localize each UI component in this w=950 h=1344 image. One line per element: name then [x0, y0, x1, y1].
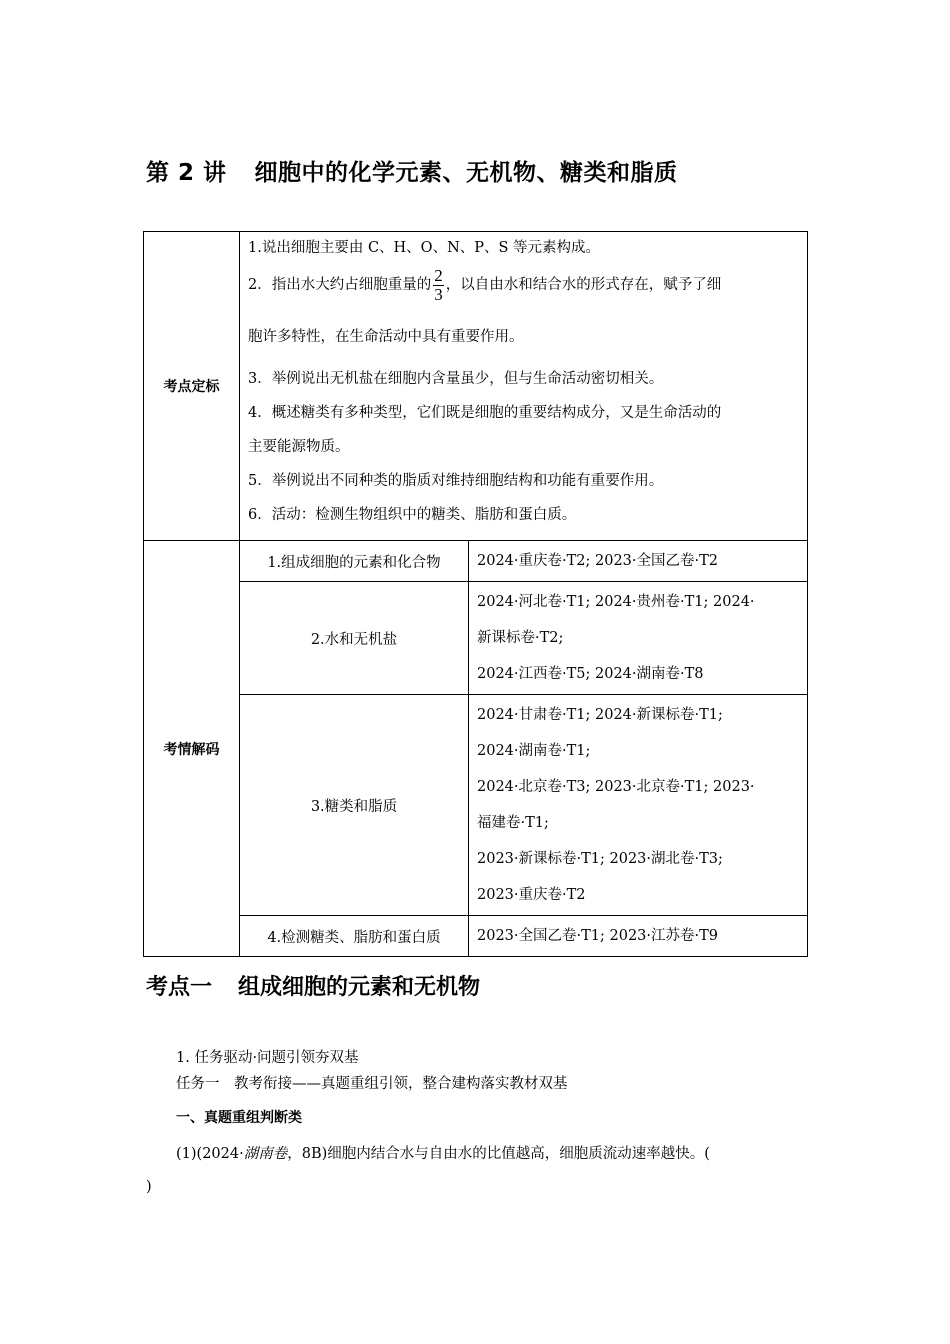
question-1-text: ，8B)细胞内结合水与自由水的比值越高，细胞质流动速率越快。(	[287, 1146, 710, 1162]
section-title	[146, 970, 480, 1001]
topic-row-3	[144, 695, 808, 916]
ref-line: 2023·重庆卷·T2	[477, 887, 586, 903]
topic-row-2	[144, 582, 808, 695]
ref-line: 2024·河北卷·T1; 2024·贵州卷·T1; 2024·	[477, 594, 755, 610]
goal-2-after: ，以自由水和结合水的形式存在，赋予了细	[445, 277, 722, 293]
goal-2-continued: 胞许多特性，在生命活动中具有重要作用。	[248, 329, 524, 345]
subheading: 一、真题重组判断类	[176, 1110, 302, 1126]
ref-line: 2023·全国乙卷·T1; 2023·江苏卷·T9	[477, 928, 719, 944]
topic-row-1	[144, 541, 808, 582]
ref-line: 2023·新课标卷·T1; 2023·湖北卷·T3;	[477, 851, 723, 867]
ref-line: 2024·江西卷·T5; 2024·湖南卷·T8	[477, 666, 704, 682]
topic-3-refs	[469, 695, 808, 916]
goal-6: 6．活动：检测生物组织中的糖类、脂肪和蛋白质。	[248, 507, 577, 523]
ref-line: 新课标卷·T2;	[477, 630, 564, 646]
question-1-source: 湖南卷	[243, 1146, 288, 1162]
section-title-text: 组成细胞的元素和无机物	[238, 975, 481, 1000]
goal-4a: 4．概述糖类有多种类型，它们既是细胞的重要结构成分，又是生命活动的	[248, 405, 722, 421]
lecture-number: 第 2 讲	[146, 160, 227, 186]
ref-line: 2024·湖南卷·T1;	[477, 743, 591, 759]
fraction-numerator: 2	[434, 265, 443, 285]
goals-cell	[240, 232, 808, 541]
topic-1-refs	[469, 541, 808, 582]
exam-label: 考情解码	[144, 541, 240, 957]
goal-1: 1.说出细胞主要由 C、H、O、N、P、S 等元素构成。	[248, 240, 601, 256]
fraction-denominator: 3	[434, 284, 443, 304]
lecture-title	[146, 154, 678, 187]
goal-5: 5．举例说出不同种类的脂质对维持细胞结构和功能有重要作用。	[248, 473, 664, 489]
ref-line: 2024·北京卷·T3; 2023·北京卷·T1; 2023·	[477, 779, 755, 795]
goal-3: 3．举例说出无机盐在细胞内含量虽少，但与生命活动密切相关。	[248, 371, 664, 387]
ref-line: 2024·甘肃卷·T1; 2024·新课标卷·T1;	[477, 707, 723, 723]
question-1	[176, 1142, 710, 1163]
task-intro: 1. 任务驱动·问题引领夯双基	[176, 1050, 359, 1066]
goals-row	[144, 232, 808, 541]
topic-2-refs	[469, 582, 808, 695]
question-1-prefix: (1)(2024·	[176, 1146, 244, 1162]
topic-row-4	[144, 916, 808, 957]
goals-label: 考点定标	[144, 232, 240, 541]
topic-4-name: 4.检测糖类、脂肪和蛋白质	[240, 916, 469, 957]
ref-line: 2024·重庆卷·T2; 2023·全国乙卷·T2	[477, 553, 719, 569]
task-one: 任务一 教考衔接——真题重组引领，整合建构落实教材双基	[176, 1076, 568, 1092]
topic-3-name: 3.糖类和脂质	[240, 695, 469, 916]
topic-2-name: 2.水和无机盐	[240, 582, 469, 695]
question-1-close: )	[146, 1179, 152, 1195]
topic-1-name: 1.组成细胞的元素和化合物	[240, 541, 469, 582]
topic-4-refs	[469, 916, 808, 957]
ref-line: 福建卷·T1;	[477, 815, 549, 831]
section-number: 考点一	[146, 975, 213, 1000]
goal-2-before: 2．指出水大约占细胞重量的	[248, 277, 432, 293]
lecture-title-text: 细胞中的化学元素、无机物、糖类和脂质	[254, 160, 678, 186]
goal-2	[248, 258, 799, 312]
fraction-two-thirds	[433, 267, 444, 304]
goal-4b: 主要能源物质。	[248, 439, 350, 455]
syllabus-table	[143, 231, 808, 957]
